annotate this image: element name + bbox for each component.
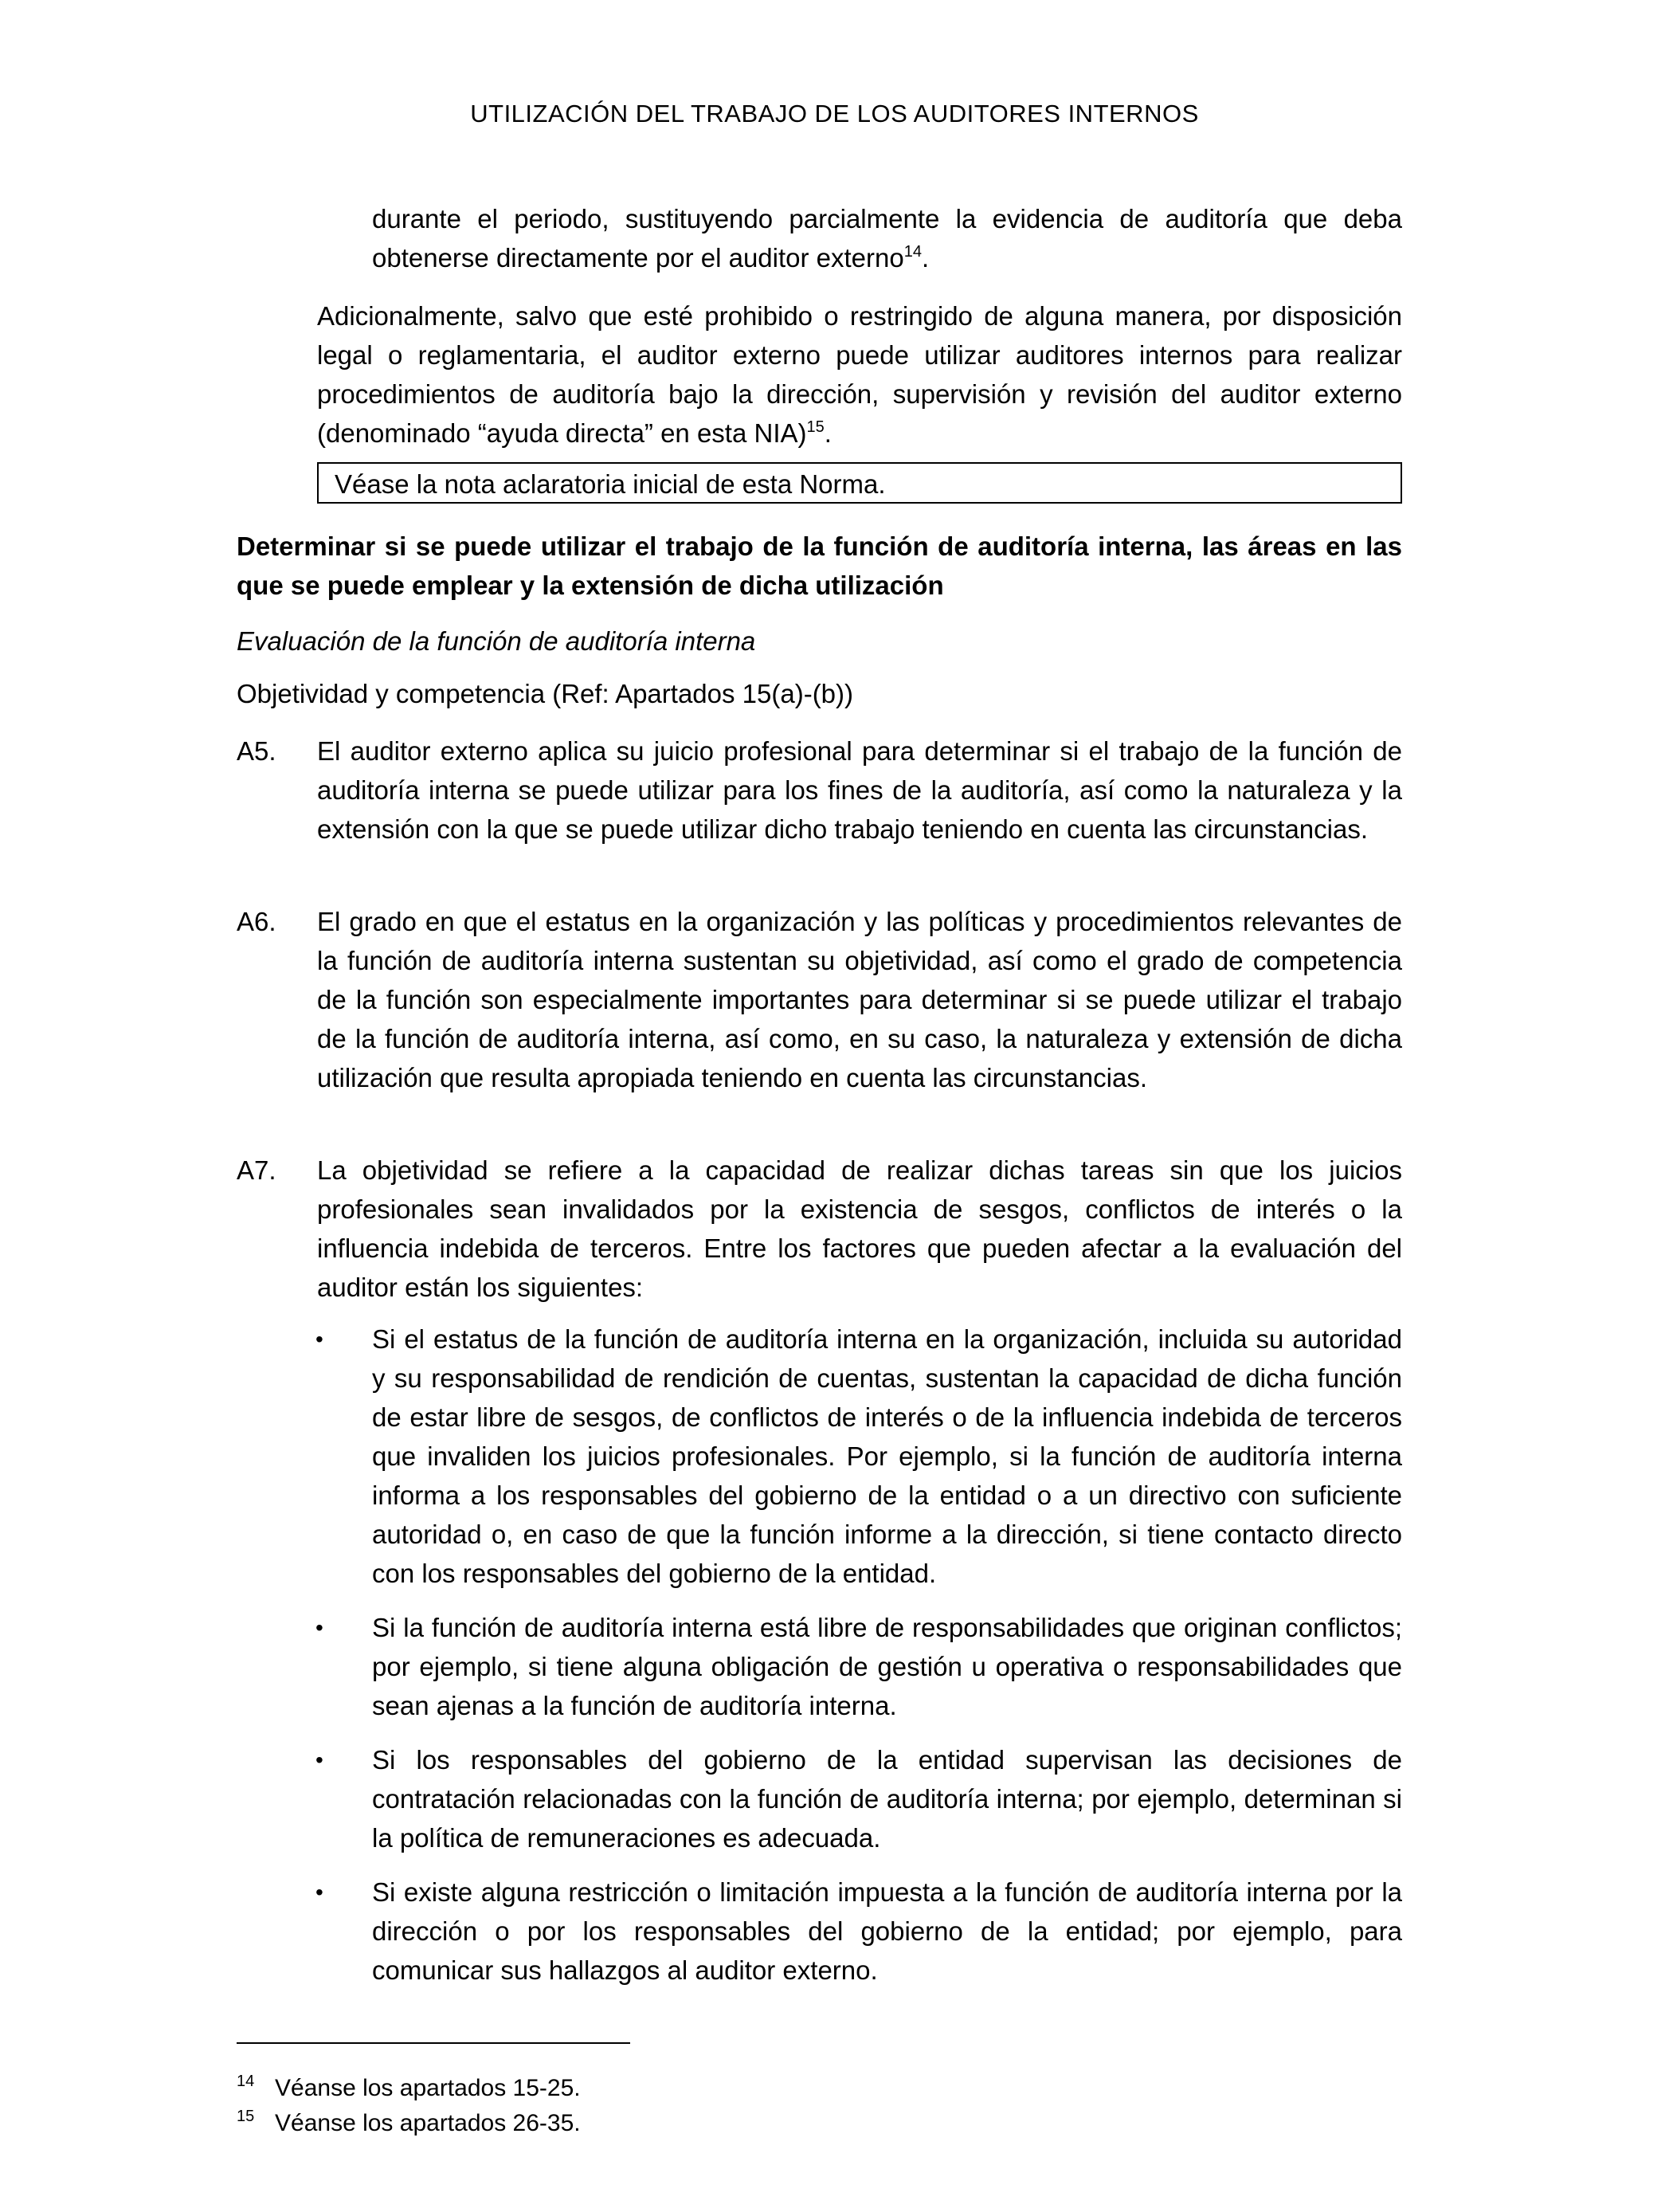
bullet-icon: •: [315, 1880, 323, 1904]
additional-text: Adicionalmente, salvo que esté prohibido o restringido de alguna manera, por disposición legal o reglamentaria, el auditor externo puede utilizar auditores internos para realizar procedimientos de auditoría bajo la dirección, supervisión y revisión del auditor externo (denominado “ayuda directa” en esta NIA): [317, 301, 1402, 448]
subheading: Evaluación de la función de auditoría interna: [237, 626, 756, 656]
footnote-text: Véanse los apartados 26-35.: [275, 2110, 581, 2136]
paragraph-number-a5: A5.: [237, 736, 276, 766]
continuation-paragraph: [372, 199, 1402, 277]
sub-subheading: Objetividad y competencia (Ref: Apartados 15(a)-(b)): [237, 679, 854, 708]
bullet-item: Si la función de auditoría interna está libre de responsabilidades que originan conflictos; por ejemplo, si tiene alguna obligación de gestión u operativa o responsabilidades que sean ajenas a la función de auditoría interna.: [372, 1613, 1402, 1720]
paragraph-number-a6: A6.: [237, 907, 276, 936]
bullet-icon: •: [315, 1327, 323, 1351]
footnote-text: Véanse los apartados 15-25.: [275, 2075, 581, 2101]
paragraph-a7: La objetividad se refiere a la capacidad de realizar dichas tareas sin que los juicios profesionales sean invalidados por la existencia de sesgos, conflictos de interés o la influencia indebida de terceros. Entre los factores que pueden afectar a la evaluación del auditor están los siguientes:: [317, 1155, 1402, 1302]
continuation-tail: .: [921, 243, 930, 273]
footnote-ref-15[interactable]: 15: [806, 418, 825, 436]
section-heading: Determinar si se puede utilizar el trabajo de la función de auditoría interna, las áreas en las que se puede emplear y la extensión de dicha utilización: [237, 531, 1402, 600]
additional-tail: .: [824, 418, 832, 448]
bullet-icon: •: [315, 1615, 323, 1640]
bullet-item: Si los responsables del gobierno de la entidad supervisan las decisiones de contratación relacionadas con la función de auditoría interna; por ejemplo, determinan si la política de remuneraciones es adecuada.: [372, 1745, 1402, 1853]
footnote-separator: [237, 2042, 630, 2044]
bullet-icon: •: [315, 1747, 323, 1772]
additional-paragraph: [317, 296, 1402, 453]
continuation-text: durante el periodo, sustituyendo parcialmente la evidencia de auditoría que deba obtenerse directamente por el auditor externo: [372, 204, 1402, 273]
bullet-item: Si el estatus de la función de auditoría interna en la organización, incluida su autoridad y su responsabilidad de rendición de cuentas, sustentan la capacidad de dicha función de estar libre de sesgos, de conflictos de interés o de la influencia indebida de terceros que invaliden los juicios profesionales. Por ejemplo, si la función de auditoría interna informa a los responsables del gobierno de la entidad o a un directivo con suficiente autoridad o, en caso de que la función informe a la dirección, si tiene contacto directo con los responsables del gobierno de la entidad.: [372, 1324, 1402, 1588]
note-box-text: Véase la nota aclaratoria inicial de esta Norma.: [335, 469, 886, 499]
paragraph-number-a7: A7.: [237, 1155, 276, 1185]
footnote-ref-14[interactable]: 14: [903, 243, 922, 261]
bullet-item: Si existe alguna restricción o limitación impuesta a la función de auditoría interna por la dirección o por los responsables del gobierno de la entidad; por ejemplo, para comunicar sus hallazgos al auditor externo.: [372, 1877, 1402, 1985]
footnote-15: [237, 2097, 581, 2143]
footnote-number: 15: [237, 2108, 255, 2125]
page-header: UTILIZACIÓN DEL TRABAJO DE LOS AUDITORES INTERNOS: [470, 100, 1199, 127]
paragraph-a5: El auditor externo aplica su juicio profesional para determinar si el trabajo de la función de auditoría interna se puede utilizar para los fines de la auditoría, así como la naturaleza y la extensión con la que se puede utilizar dicho trabajo teniendo en cuenta las circunstancias.: [317, 736, 1402, 844]
paragraph-a6: El grado en que el estatus en la organización y las políticas y procedimientos relevantes de la función de auditoría interna sustentan su objetividad, así como el grado de competencia de la función son especialmente importantes para determinar si se puede utilizar el trabajo de la función de auditoría interna, así como, en su caso, la naturaleza y extensión de dicha utilización que resulta apropiada teniendo en cuenta las circunstancias.: [317, 907, 1402, 1092]
footnote-number: 14: [237, 2073, 255, 2090]
note-box: [317, 462, 1402, 504]
